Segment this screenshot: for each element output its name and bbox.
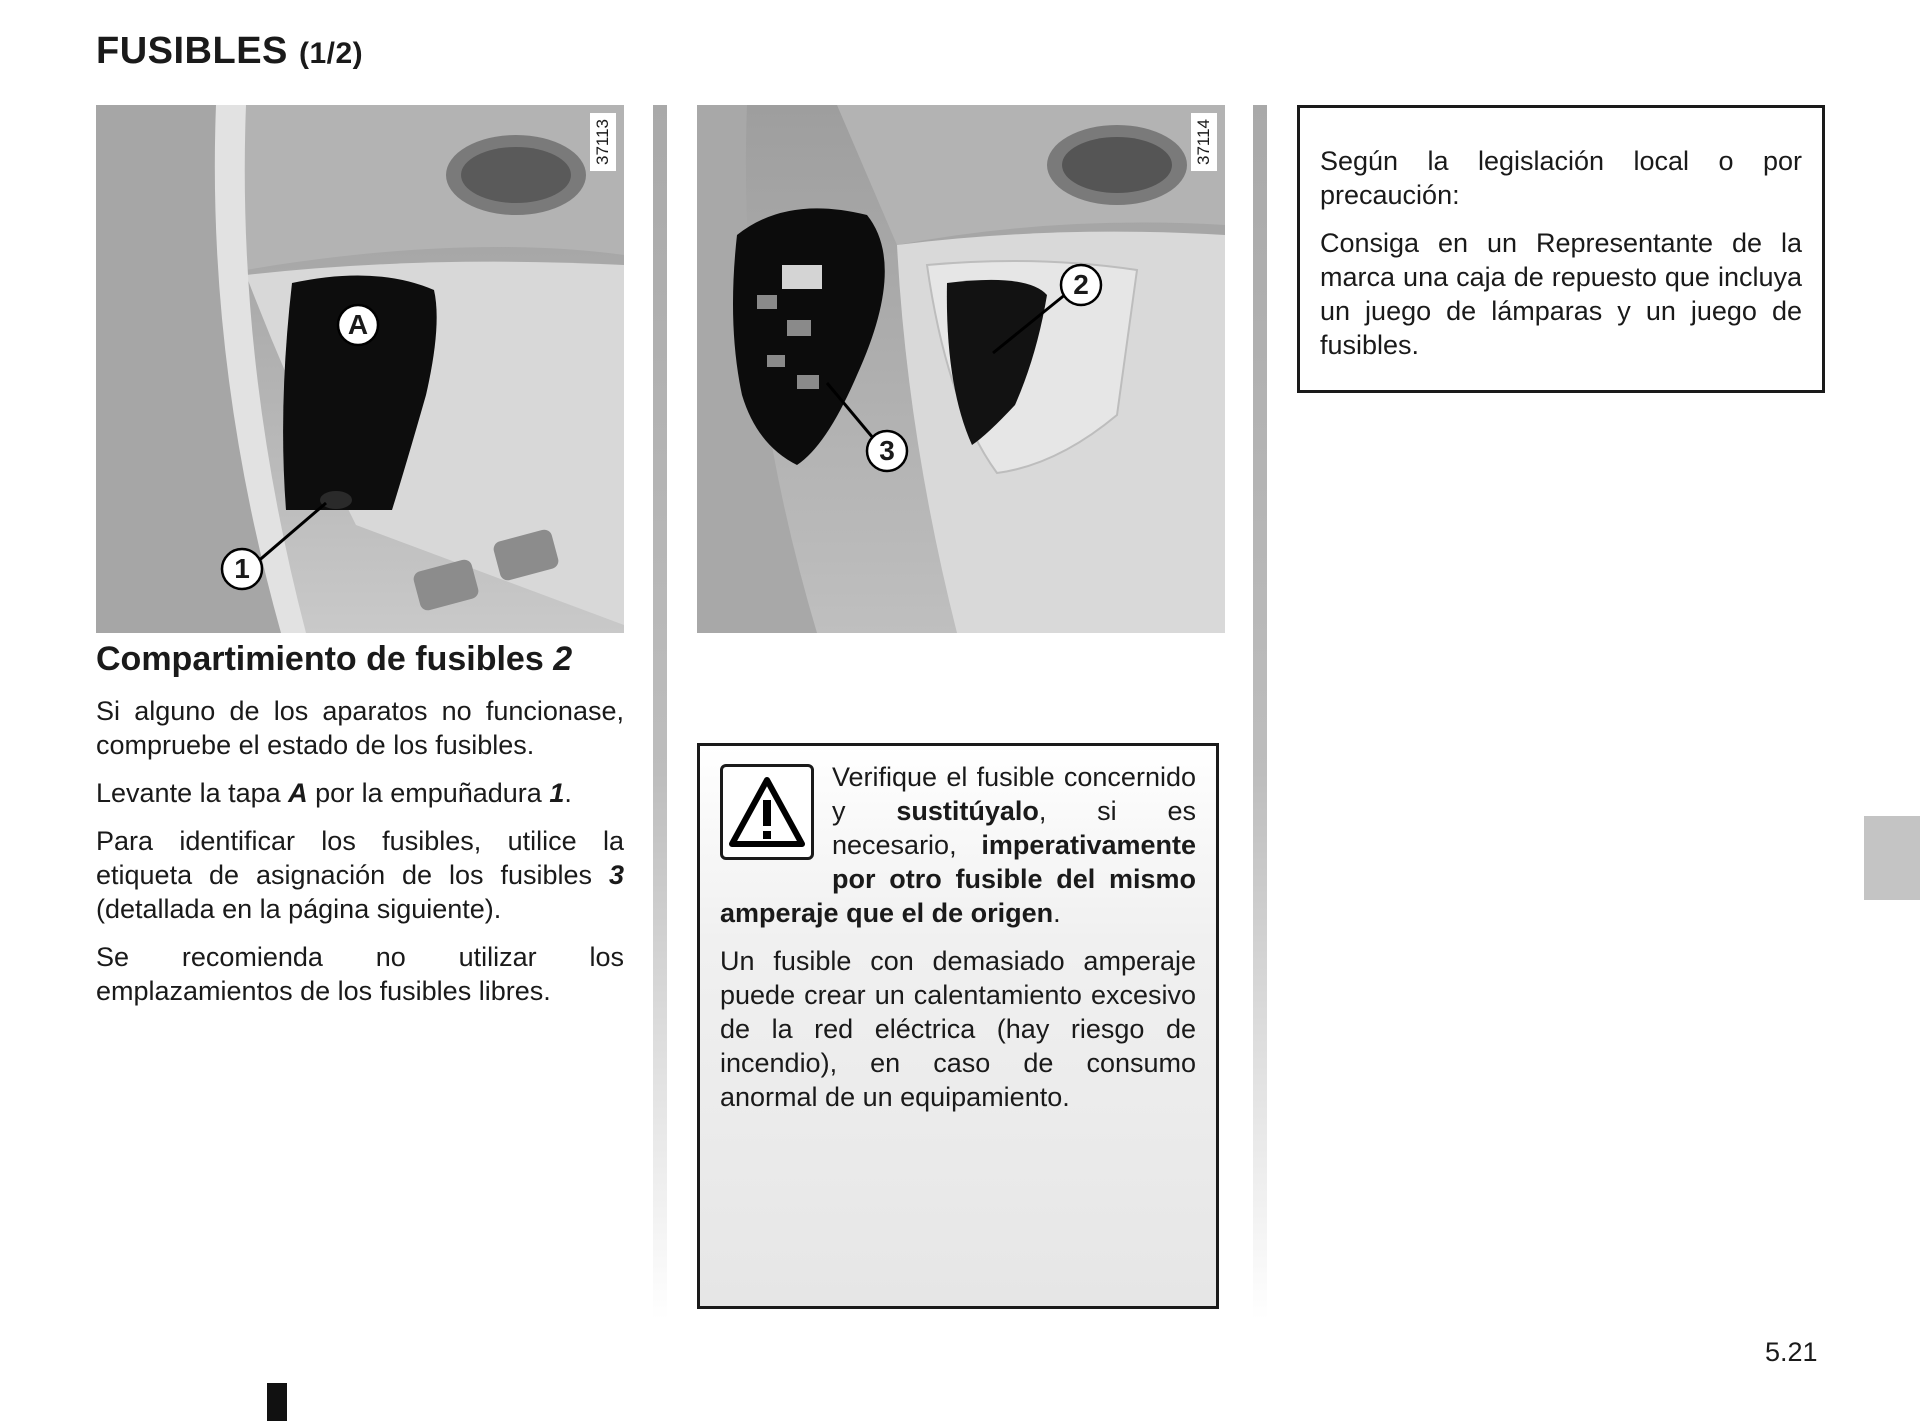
info-box bbox=[1297, 105, 1825, 393]
warning-box bbox=[697, 743, 1219, 1309]
info-paragraph: Consiga en un Representante de la marca una caja de repuesto que incluya un juego de lámparas y un juego de fusibles. bbox=[1320, 228, 1802, 360]
column-divider bbox=[653, 105, 667, 1320]
warning-paragraph: Verifique el fusible concernido y sustitúyalo, si es necesario, imperativamente por otro fusible del mismo amperaje que el de origen. bbox=[720, 762, 1196, 928]
body-paragraph: Levante la tapa A por la empuñadura 1. bbox=[96, 778, 572, 808]
callout-1: 1 bbox=[234, 553, 250, 584]
crop-mark bbox=[267, 1383, 287, 1421]
page-title-part: (1/2) bbox=[298, 37, 364, 70]
body-paragraph: Para identificar los fusibles, utilice la etiqueta de asignación de los fusibles 3 (detallada en la página siguiente). bbox=[96, 826, 624, 924]
chapter-tab bbox=[1864, 816, 1920, 900]
fuse-box-photo bbox=[697, 105, 1225, 633]
page-title-text: FUSIBLES bbox=[96, 30, 288, 72]
body-text bbox=[96, 694, 624, 1022]
info-paragraph: Según la legislación local o por precaución: bbox=[1320, 146, 1802, 210]
section-heading bbox=[96, 640, 572, 679]
fuse-cover-photo bbox=[96, 105, 624, 633]
body-paragraph: Si alguno de los aparatos no funcionase, compruebe el estado de los fusibles. bbox=[96, 696, 624, 760]
callout-a: A bbox=[347, 309, 369, 340]
image-code: 37114 bbox=[1191, 113, 1217, 171]
image-code: 37113 bbox=[590, 113, 616, 171]
section-heading-ref: 2 bbox=[553, 640, 573, 678]
warning-paragraph: Un fusible con demasiado amperaje puede crear un calentamiento excesivo de la red eléctrica (hay riesgo de incendio), en caso de consumo anormal de un equipamiento. bbox=[720, 946, 1196, 1112]
page-title bbox=[96, 30, 363, 73]
section-heading-text: Compartimiento de fusibles bbox=[96, 640, 544, 678]
callout-2: 2 bbox=[1073, 269, 1089, 300]
column-divider bbox=[1253, 105, 1267, 1320]
body-paragraph: Se recomienda no utilizar los emplazamientos de los fusibles libres. bbox=[96, 942, 624, 1006]
warning-triangle-icon bbox=[720, 764, 814, 860]
callout-3: 3 bbox=[879, 435, 895, 466]
page-number: 5.21 bbox=[1765, 1337, 1818, 1367]
